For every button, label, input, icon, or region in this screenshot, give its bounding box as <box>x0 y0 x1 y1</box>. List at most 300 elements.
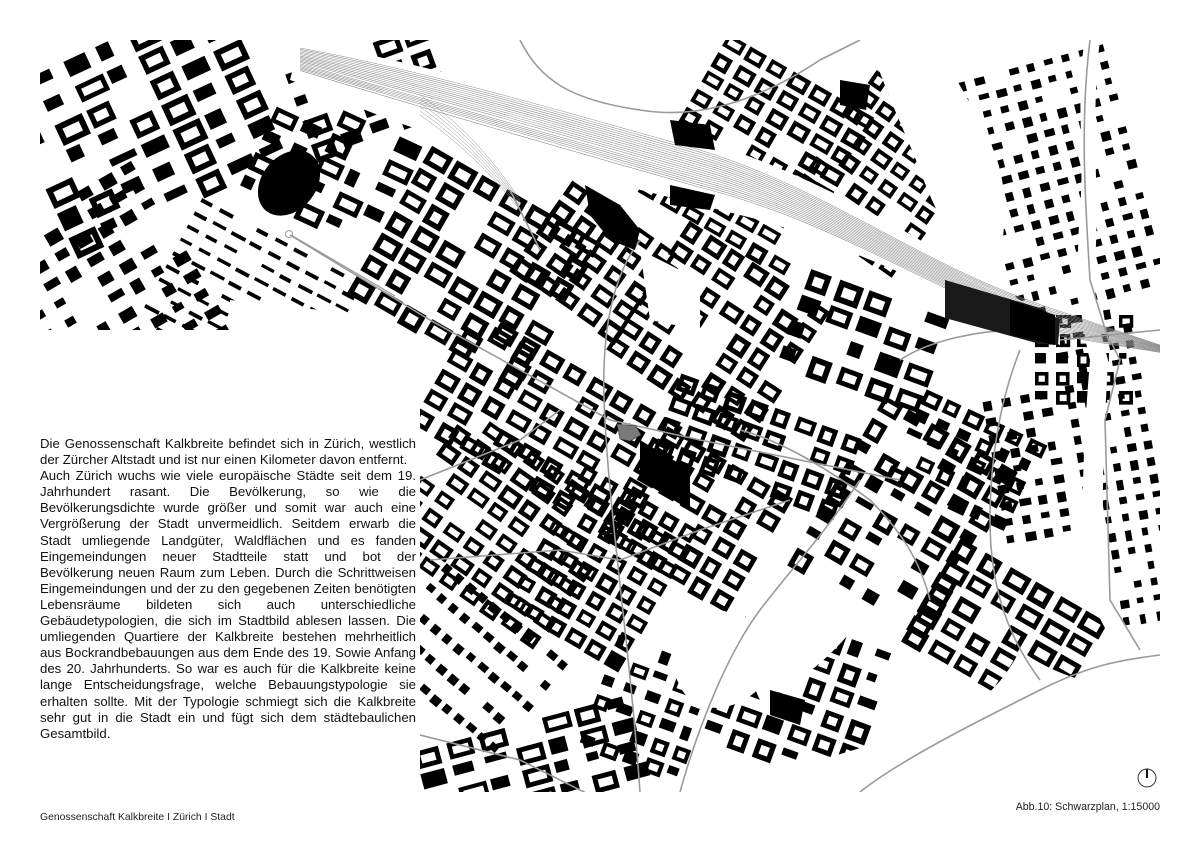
perimeter-block <box>598 477 619 498</box>
building <box>601 674 615 687</box>
slab-building <box>298 284 314 295</box>
building <box>1009 67 1020 76</box>
slab-building <box>557 659 568 670</box>
building <box>1136 493 1145 500</box>
building <box>202 17 231 43</box>
perimeter-block <box>793 490 815 512</box>
slab-building <box>254 277 269 287</box>
perimeter-block <box>802 677 826 703</box>
perimeter-block <box>680 221 704 245</box>
building <box>420 768 448 790</box>
building <box>866 672 878 683</box>
building <box>997 484 1009 495</box>
perimeter-block <box>659 344 683 368</box>
building <box>1053 474 1065 484</box>
perimeter-block <box>769 408 791 430</box>
perimeter-block <box>45 177 81 209</box>
building <box>12 223 28 237</box>
perimeter-block <box>733 548 758 572</box>
slab-building <box>429 694 442 707</box>
perimeter-block <box>726 333 752 359</box>
building <box>108 288 126 303</box>
perimeter-block <box>1066 632 1093 657</box>
perimeter-block <box>458 781 490 803</box>
perimeter-block <box>646 364 673 391</box>
building <box>1127 443 1137 452</box>
building <box>1057 248 1067 257</box>
building <box>1113 180 1124 190</box>
building <box>1143 440 1153 450</box>
building <box>857 695 878 710</box>
slab-building <box>228 281 242 291</box>
perimeter-block <box>928 639 956 665</box>
building <box>855 496 874 511</box>
perimeter-block <box>734 496 757 519</box>
perimeter-block <box>863 290 893 317</box>
slab-building <box>219 208 234 219</box>
perimeter-block <box>475 519 498 541</box>
perimeter-block <box>522 764 553 789</box>
slab-building <box>212 221 226 231</box>
building <box>1035 478 1043 486</box>
building <box>1100 61 1110 70</box>
perimeter-block <box>75 73 110 102</box>
building <box>1150 577 1158 585</box>
perimeter-block <box>808 84 833 107</box>
building <box>95 41 114 61</box>
perimeter-block <box>373 34 404 60</box>
perimeter-block <box>423 388 448 412</box>
building <box>204 108 227 130</box>
building <box>875 648 891 660</box>
building <box>1103 309 1111 320</box>
building <box>1121 410 1130 417</box>
building <box>1077 391 1089 403</box>
perimeter-block <box>516 742 547 766</box>
slab-building <box>493 712 506 725</box>
building <box>1100 131 1112 143</box>
perimeter-block <box>920 389 943 411</box>
slab-building <box>330 267 345 277</box>
perimeter-block <box>901 625 930 653</box>
perimeter-block <box>474 233 503 260</box>
perimeter-block <box>757 224 781 245</box>
slab-building <box>452 643 465 656</box>
perimeter-block <box>757 380 782 404</box>
slab-building <box>291 297 305 307</box>
perimeter-block <box>701 70 724 91</box>
building <box>861 588 880 606</box>
perimeter-block <box>448 276 479 305</box>
perimeter-block <box>719 300 745 325</box>
building <box>1065 140 1074 150</box>
district <box>1053 306 1184 631</box>
perimeter-block <box>764 275 790 301</box>
perimeter-block <box>563 181 589 206</box>
perimeter-block <box>236 89 269 120</box>
slab-building <box>522 701 534 713</box>
slab-building <box>458 683 470 695</box>
perimeter-block <box>890 161 911 181</box>
slab-building <box>335 303 349 312</box>
building <box>1022 187 1032 198</box>
perimeter-block <box>360 254 388 281</box>
slab-building <box>180 237 193 246</box>
perimeter-block <box>722 516 747 541</box>
perimeter-block <box>1052 596 1082 623</box>
building <box>615 702 633 717</box>
building <box>1044 128 1056 138</box>
building <box>496 796 518 809</box>
slab-building <box>426 583 437 594</box>
building <box>840 80 870 110</box>
building <box>915 337 938 355</box>
slab-building <box>235 267 250 277</box>
perimeter-block <box>224 65 256 95</box>
perimeter-block <box>632 403 656 427</box>
perimeter-block <box>1039 618 1070 647</box>
building <box>1065 70 1073 78</box>
building <box>163 184 187 202</box>
building <box>32 309 46 322</box>
building <box>1100 202 1109 212</box>
perimeter-block <box>870 148 893 170</box>
perimeter-block <box>539 349 566 374</box>
building <box>1135 390 1142 398</box>
building <box>658 651 672 666</box>
perimeter-block <box>845 719 872 746</box>
perimeter-block <box>422 204 450 232</box>
perimeter-block <box>399 189 427 214</box>
building <box>1112 359 1123 366</box>
slab-building <box>483 631 495 643</box>
perimeter-block <box>138 46 171 75</box>
slab-building <box>419 684 431 696</box>
building <box>846 341 864 359</box>
slab-building <box>500 681 512 693</box>
perimeter-block <box>882 131 905 153</box>
building <box>644 690 661 704</box>
perimeter-block <box>590 284 617 309</box>
building <box>170 34 195 57</box>
perimeter-block <box>495 533 518 555</box>
building <box>1005 192 1015 202</box>
building <box>1141 527 1148 536</box>
perimeter-block <box>482 550 505 572</box>
building <box>98 128 119 146</box>
building <box>1061 124 1070 134</box>
building <box>294 94 308 107</box>
building <box>1156 611 1165 621</box>
building <box>1105 288 1116 300</box>
slab-building <box>188 311 203 321</box>
perimeter-block <box>664 698 684 718</box>
slab-building <box>256 228 269 237</box>
building <box>1013 465 1021 472</box>
slab-building <box>279 274 292 283</box>
perimeter-block <box>722 568 746 591</box>
perimeter-block <box>801 468 825 491</box>
building <box>1031 291 1040 302</box>
building <box>1007 431 1017 441</box>
building <box>1 252 21 270</box>
perimeter-block <box>523 204 553 232</box>
perimeter-block <box>722 248 746 272</box>
slab-building <box>207 320 222 330</box>
building <box>426 793 441 804</box>
building <box>1136 597 1143 603</box>
perimeter-block <box>436 441 462 466</box>
building <box>1139 614 1146 624</box>
perimeter-block <box>528 786 558 808</box>
building <box>158 8 187 35</box>
building <box>1013 224 1024 232</box>
building <box>1146 457 1155 467</box>
building <box>548 736 569 755</box>
building <box>216 132 236 148</box>
slab-building <box>512 690 523 701</box>
slab-building <box>546 649 558 661</box>
building <box>344 169 361 188</box>
building <box>1006 535 1014 544</box>
perimeter-block <box>552 436 579 460</box>
perimeter-block <box>1119 391 1133 405</box>
perimeter-block <box>862 418 888 445</box>
building <box>1017 100 1028 111</box>
perimeter-block <box>726 729 750 754</box>
building <box>43 94 64 112</box>
building <box>452 760 474 775</box>
building <box>1173 608 1181 618</box>
perimeter-block <box>851 135 873 156</box>
slab-building <box>446 673 459 686</box>
building <box>0 303 16 318</box>
building <box>1109 234 1118 244</box>
perimeter-block <box>435 240 466 269</box>
perimeter-block <box>804 269 832 296</box>
slab-building <box>424 654 435 665</box>
perimeter-block <box>715 352 738 374</box>
building <box>1118 126 1128 134</box>
perimeter-block <box>650 737 670 757</box>
perimeter-block <box>473 290 504 319</box>
perimeter-block <box>712 101 735 122</box>
slab-building <box>305 270 319 280</box>
perimeter-block <box>733 113 756 135</box>
perimeter-block <box>486 269 512 295</box>
building <box>43 276 61 291</box>
building <box>988 434 999 444</box>
building <box>983 110 992 118</box>
slab-building <box>482 702 494 714</box>
perimeter-block <box>518 499 541 522</box>
building <box>98 172 118 191</box>
perimeter-block <box>434 368 461 393</box>
perimeter-block <box>610 443 636 467</box>
perimeter-block <box>469 362 494 387</box>
perimeter-block <box>752 738 777 763</box>
perimeter-block <box>1035 372 1048 385</box>
building <box>1140 279 1151 289</box>
perimeter-block <box>794 416 817 437</box>
perimeter-block <box>184 143 217 174</box>
building <box>11 107 36 129</box>
building <box>667 765 680 776</box>
building <box>1170 591 1178 599</box>
building <box>1066 211 1075 222</box>
perimeter-block <box>150 70 182 100</box>
building <box>1110 446 1117 453</box>
building <box>1042 407 1054 417</box>
perimeter-block <box>903 362 933 388</box>
slab-building <box>316 293 331 303</box>
perimeter-block <box>776 90 800 112</box>
perimeter-block <box>618 317 643 341</box>
building <box>1013 84 1022 92</box>
building <box>1140 424 1148 433</box>
building <box>1061 54 1070 63</box>
perimeter-block <box>687 576 712 601</box>
building <box>1129 357 1137 365</box>
perimeter-block <box>786 120 811 144</box>
building <box>1158 524 1167 531</box>
perimeter-block <box>86 101 117 129</box>
perimeter-block <box>753 295 775 317</box>
building <box>33 259 50 275</box>
building <box>193 82 217 102</box>
building <box>1167 574 1176 585</box>
perimeter-block <box>711 267 736 290</box>
slab-building <box>272 287 286 297</box>
building <box>865 531 882 546</box>
building <box>855 316 882 339</box>
building <box>190 0 210 11</box>
building <box>1134 580 1142 588</box>
perimeter-block <box>464 804 492 827</box>
perimeter-block <box>566 531 589 553</box>
building <box>21 339 37 354</box>
perimeter-block <box>385 268 411 294</box>
perimeter-block <box>927 581 954 606</box>
building <box>1073 435 1081 445</box>
building <box>1026 428 1036 438</box>
building <box>1035 236 1044 246</box>
building <box>659 718 677 733</box>
building <box>806 526 822 540</box>
perimeter-block <box>525 556 548 578</box>
building <box>1135 192 1144 200</box>
building <box>653 670 668 681</box>
building <box>1135 262 1146 270</box>
building <box>1122 513 1130 521</box>
building <box>1022 257 1033 268</box>
perimeter-block <box>1056 391 1070 405</box>
building <box>120 161 136 176</box>
building <box>1026 204 1035 215</box>
perimeter-block <box>576 609 597 629</box>
slab-building <box>466 722 478 733</box>
slab-building <box>436 593 447 604</box>
building <box>1053 231 1064 240</box>
perimeter-block <box>129 110 160 139</box>
building <box>1044 199 1055 209</box>
building <box>1132 373 1142 380</box>
building <box>1152 490 1161 497</box>
building <box>1048 286 1056 295</box>
perimeter-block <box>768 254 791 275</box>
perimeter-block <box>1026 582 1054 610</box>
building <box>1138 407 1146 415</box>
perimeter-block <box>414 746 442 770</box>
perimeter-block <box>725 229 747 250</box>
slab-building <box>540 680 551 691</box>
perimeter-block <box>690 88 713 110</box>
perimeter-block <box>668 240 694 265</box>
building <box>1096 115 1104 122</box>
footer-title: Genossenschaft Kalkbreite I Zürich I Stadt <box>40 812 235 823</box>
building <box>1070 298 1079 306</box>
building <box>1035 96 1043 103</box>
building <box>1153 594 1161 601</box>
building <box>1104 77 1112 85</box>
perimeter-block <box>411 167 438 193</box>
building <box>106 65 127 84</box>
perimeter-block <box>829 686 854 708</box>
building <box>897 580 919 600</box>
building <box>1022 116 1034 128</box>
perimeter-block <box>743 262 770 288</box>
slab-building <box>246 290 261 300</box>
building <box>1038 495 1048 505</box>
building <box>906 427 922 439</box>
perimeter-block <box>690 254 712 276</box>
building <box>1047 441 1056 451</box>
building <box>1057 177 1069 186</box>
perimeter-block <box>809 133 834 156</box>
building <box>326 214 343 228</box>
perimeter-block <box>953 654 978 678</box>
building <box>1138 510 1148 520</box>
building <box>1101 272 1110 280</box>
building <box>1057 107 1069 119</box>
slab-building <box>158 277 171 286</box>
perimeter-block <box>384 211 413 240</box>
building <box>1009 208 1019 218</box>
perimeter-block <box>487 502 509 523</box>
perimeter-block <box>920 537 947 562</box>
perimeter-block <box>787 724 812 747</box>
perimeter-block <box>213 39 250 72</box>
building <box>1019 497 1032 506</box>
perimeter-block <box>478 728 509 753</box>
perimeter-block <box>805 356 833 384</box>
building <box>1096 255 1107 264</box>
building <box>1056 491 1067 503</box>
perimeter-block <box>629 662 650 680</box>
building <box>1030 79 1042 90</box>
building <box>1114 250 1126 261</box>
perimeter-block <box>786 71 812 95</box>
perimeter-block <box>437 297 462 321</box>
slab-building <box>210 271 225 281</box>
perimeter-block <box>382 159 414 186</box>
building <box>1039 182 1050 192</box>
perimeter-block <box>586 543 607 564</box>
building <box>1164 558 1171 565</box>
perimeter-block <box>647 577 668 597</box>
perimeter-block <box>762 429 786 451</box>
perimeter-block <box>942 399 962 418</box>
